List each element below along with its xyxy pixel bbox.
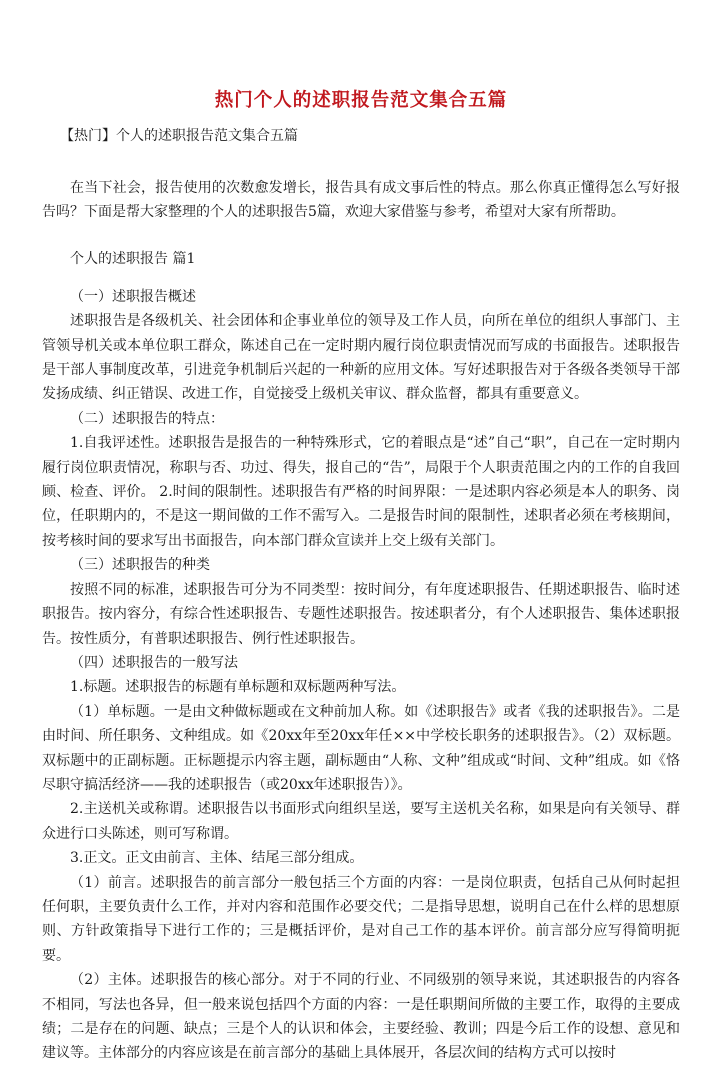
- section-title: 个人的述职报告 篇1: [70, 250, 196, 267]
- document-subtitle: 【热门】个人的述职报告范文集合五篇: [60, 128, 298, 144]
- heading-line: 1.标题。述职报告的标题有单标题和双标题两种写法。: [70, 679, 406, 696]
- body-paragraph: 2.主送机关或称谓。述职报告以书面形式向组织呈送，要写主送机关名称，如果是向有关领导、群众进行口头陈述，则可写称谓。: [42, 801, 680, 842]
- heading-line: （三）述职报告的种类: [70, 557, 210, 574]
- body-paragraph: （2）主体。述职报告的核心部分。对于不同的行业、不同级别的领导来说，其述职报告的内容各不相同，写法也各异，但一般来说包括四个方面的内容：一是任职期间所做的主要工作，取得的主要成绩；二是存在的问题、缺点；三是个人的认识和体会，主要经验、教训；四是今后工作的设想、意见和建议等。主体部分的内容应该是在前言部分的基础上具体展开，各层次间的结构方式可以按时: [42, 972, 680, 1062]
- heading-line: （二）述职报告的特点：: [70, 410, 224, 427]
- heading-line: （一）述职报告概述: [70, 288, 196, 305]
- body-paragraph: （1）前言。述职报告的前言部分一般包括三个方面的内容：一是岗位职责，包括自己从何时起担任何职，主要负责什么工作，并对内容和范围作必要交代；二是指导思想，说明自己在什么样的思想原则、方针政策指导下进行工作的；三是概括评价，是对自己工作的基本评价。前言部分应写得简明扼要。: [42, 874, 680, 964]
- body-paragraph: 1.自我评述性。述职报告是报告的一种特殊形式，它的着眼点是“述”自己“职”，自己在一定时期内履行岗位职责情况，称职与否、功过、得失，报自己的“告”，局限于个人职责范围之内的工作的自我回顾、检查、评价。 2.时间的限制性。述职报告有严格的时间界限：一是述职内容必须是本人的职务、岗位，任职期内的，不是这一期间做的工作不需写入。二是报告时间的限制性，述职者必须在考核期间，按考核时间的要求写出书面报告，向本部门群众宣读并上交上级有关部门。: [42, 435, 680, 549]
- intro-paragraph: 在当下社会，报告使用的次数愈发增长，报告具有成文事后性的特点。那么你真正懂得怎么写好报告吗？下面是帮大家整理的个人的述职报告5篇，欢迎大家借鉴与参考，希望对大家有所帮助。: [42, 180, 680, 221]
- body-paragraph: 按照不同的标准，述职报告可分为不同类型：按时间分，有年度述职报告、任期述职报告、临时述职报告。按内容分，有综合性述职报告、专题性述职报告。按述职者分，有个人述职报告、集体述职报告。按性质分，有普职述职报告、例行性述职报告。: [42, 581, 680, 647]
- body-paragraph: 述职报告是各级机关、社会团体和企事业单位的领导及工作人员，向所在单位的组织人事部门、主管领导机关或本单位职工群众，陈述自己在一定时期内履行岗位职责情况而写成的书面报告。述职报告是干部人事制度改革，引进竞争机制后兴起的一种新的应用文体。写好述职报告对于各级各类领导干部发扬成绩、纠正错误、改进工作，自觉接受上级机关审议、群众监督，都具有重要意义。: [42, 313, 680, 403]
- document-title: 热门个人的述职报告范文集合五篇: [214, 90, 508, 111]
- heading-line: 3.正文。正文由前言、主体、结尾三部分组成。: [70, 850, 364, 867]
- heading-line: （四）述职报告的一般写法: [70, 654, 238, 671]
- document-body: [42, 285, 680, 1066]
- body-paragraph: （1）单标题。一是由文种做标题或在文种前加人称。如《述职报告》或者《我的述职报告》。二是由时间、所任职务、文种组成。如《20xx年至20xx年任××中学校长职务的述职报告》。（2）双标题。双标题中的正副标题。正标题提示内容主题，副标题由“人称、文种”组成或“时间、文种”组成。如《恪尽职守搞活经济——我的述职报告（或20xx年述职报告）》。: [42, 703, 680, 793]
